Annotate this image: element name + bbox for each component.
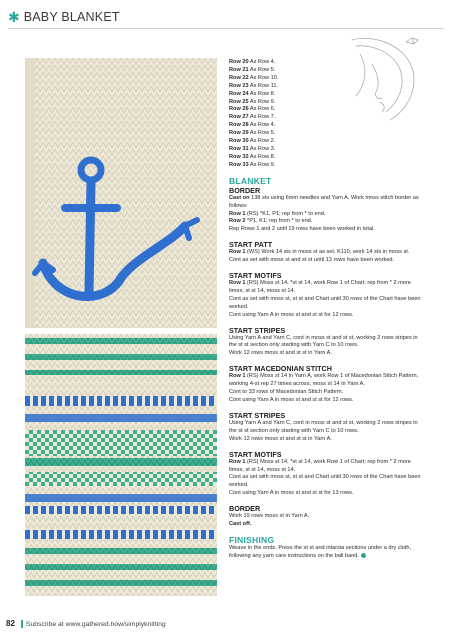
final-border-text: Work 19 rows moss st in Yarn A.: [229, 513, 310, 520]
chart-row-item: Row 24 As Row 8.: [229, 90, 276, 97]
macedonian-row-1: Row 1 (RS) Moss st 14 in Yarn A, work Row 1 of Macedonian Stitch Pattern, working 4-st rep 27 times across, moss st 14 in Yarn A.: [229, 373, 419, 388]
chart-row-item: Row 21 As Row 5.: [229, 66, 276, 73]
page-number: 82: [6, 619, 15, 628]
chart-row-item: Row 23 As Row 11.: [229, 82, 279, 89]
finishing-heading: FINISHING: [229, 534, 275, 545]
chart-row-item: Row 33 As Row 9.: [229, 161, 276, 168]
border-repeat-text: Rep Rows 1 and 2 until 19 rows have been worked in total.: [229, 226, 375, 233]
end-dot-icon: [361, 553, 366, 558]
section-title: BABY BLANKET: [23, 10, 120, 24]
finishing-text: Weave in the ends. Press the st st and intarsia sections under a dry cloth, following any yarn care instructions on the ball band.: [229, 544, 412, 559]
chart-row-item: Row 20 As Row 4.: [229, 59, 276, 65]
chart-row-item: Row 28 As Row 4.: [229, 122, 276, 129]
start-motifs-2-heading: START MOTIFS: [229, 449, 282, 459]
start-stripes-2-text: Using Yarn A and Yarn C, cont in moss st and st st, working 2 rows stripes in the st st section only starting with Yarn C to 10 rows.: [229, 419, 418, 434]
chart-row-item: Row 27 As Row 7.: [229, 114, 276, 121]
start-motifs-cont: Cont as set with moss st, st st and Chart until 30 rows of the Chart have been worked.: [229, 295, 421, 310]
start-stripes-heading: START STRIPES: [229, 325, 286, 335]
chart-row-item: Row 26 As Row 6.: [229, 106, 276, 113]
blanket-heading: BLANKET: [229, 175, 272, 186]
pattern-instructions: [229, 59, 425, 561]
macedonian-cont: Cont to 33 rows of Macedonian Stitch Pattern.: [229, 389, 344, 396]
start-stripes-text-2: Work 12 rows moss st and st st in Yarn A.: [229, 350, 332, 357]
start-motifs-heading: START MOTIFS: [229, 271, 282, 281]
border-row-2: Row 2 *P1, K1; rep from * to end.: [229, 218, 313, 225]
start-motifs-2-row-1: Row 1 (RS) Moss st 14, *st st 14, work Row 1 of Chart; rep from * 2 more times, st st 14, moss st 14.: [229, 458, 411, 473]
start-stripes-2-heading: START STRIPES: [229, 410, 286, 420]
final-border-heading: BORDER: [229, 504, 261, 514]
chart-rows-list: [229, 59, 425, 170]
page-footer: [6, 619, 166, 628]
chart-row-item: Row 22 As Row 10.: [229, 74, 279, 81]
subscribe-link[interactable]: Subscribe at www.gathered.how/simplyknitting: [25, 621, 166, 628]
macedonian-heading: START MACEDONIAN STITCH: [229, 364, 332, 374]
anchor-knit-photo: [25, 58, 217, 328]
page-header: [8, 9, 120, 25]
footer-divider: [21, 620, 23, 628]
start-patt-row-1: Row 1 (WS) Work 14 sts in moss st as set, K110, work 14 sts in moss st.: [229, 249, 410, 256]
start-patt-heading: START PATT: [229, 240, 273, 250]
asterisk-icon: ✱: [8, 9, 20, 25]
cast-on-text: Cast on 138 sts using 6mm needles and Yarn A. Work moss stitch border as follows:: [229, 194, 419, 209]
start-stripes-2-text-2: Work 12 rows moss st and st st in Yarn A.: [229, 435, 332, 442]
border-heading: BORDER: [229, 185, 261, 195]
start-patt-cont: Cont as set with moss st and st st until 13 rows have been worked.: [229, 257, 395, 264]
start-motifs-2-cont-2: Cont using Yarn A in moss st and st st for 13 rows.: [229, 490, 354, 497]
macedonian-cont-2: Cont using Yarn A in moss st and st st for 12 rows.: [229, 397, 354, 403]
chart-row-item: Row 32 As Row 8.: [229, 153, 276, 160]
chart-row-item: Row 25 As Row 9.: [229, 98, 276, 105]
start-motifs-row-1: Row 1 (RS) Moss st 14, *st st 14, work Row 1 of Chart; rep from * 2 more times, st st 14, moss st 14.: [229, 280, 411, 294]
start-motifs-cont-2: Cont using Yarn A in moss st and st st for 12 rows.: [229, 311, 354, 318]
cast-off-text: Cast off.: [229, 521, 252, 528]
header-divider: [8, 28, 444, 29]
chart-row-item: Row 31 As Row 3.: [229, 145, 276, 152]
start-stripes-text: Using Yarn A and Yarn C, cont in moss st and st st, working 2 rows stripes in the st st section only starting with Yarn C to 10 rows.: [229, 334, 418, 349]
chart-row-item: Row 29 As Row 5.: [229, 130, 276, 137]
striped-knit-photo: [25, 334, 217, 596]
border-row-1: Row 1 (RS) *K1, P1; rep from * to end.: [229, 210, 326, 217]
start-motifs-2-cont: Cont as set with moss st, st st and Chart until 30 rows of the Chart have been worked.: [229, 474, 421, 489]
chart-row-item: Row 30 As Row 2.: [229, 138, 276, 145]
